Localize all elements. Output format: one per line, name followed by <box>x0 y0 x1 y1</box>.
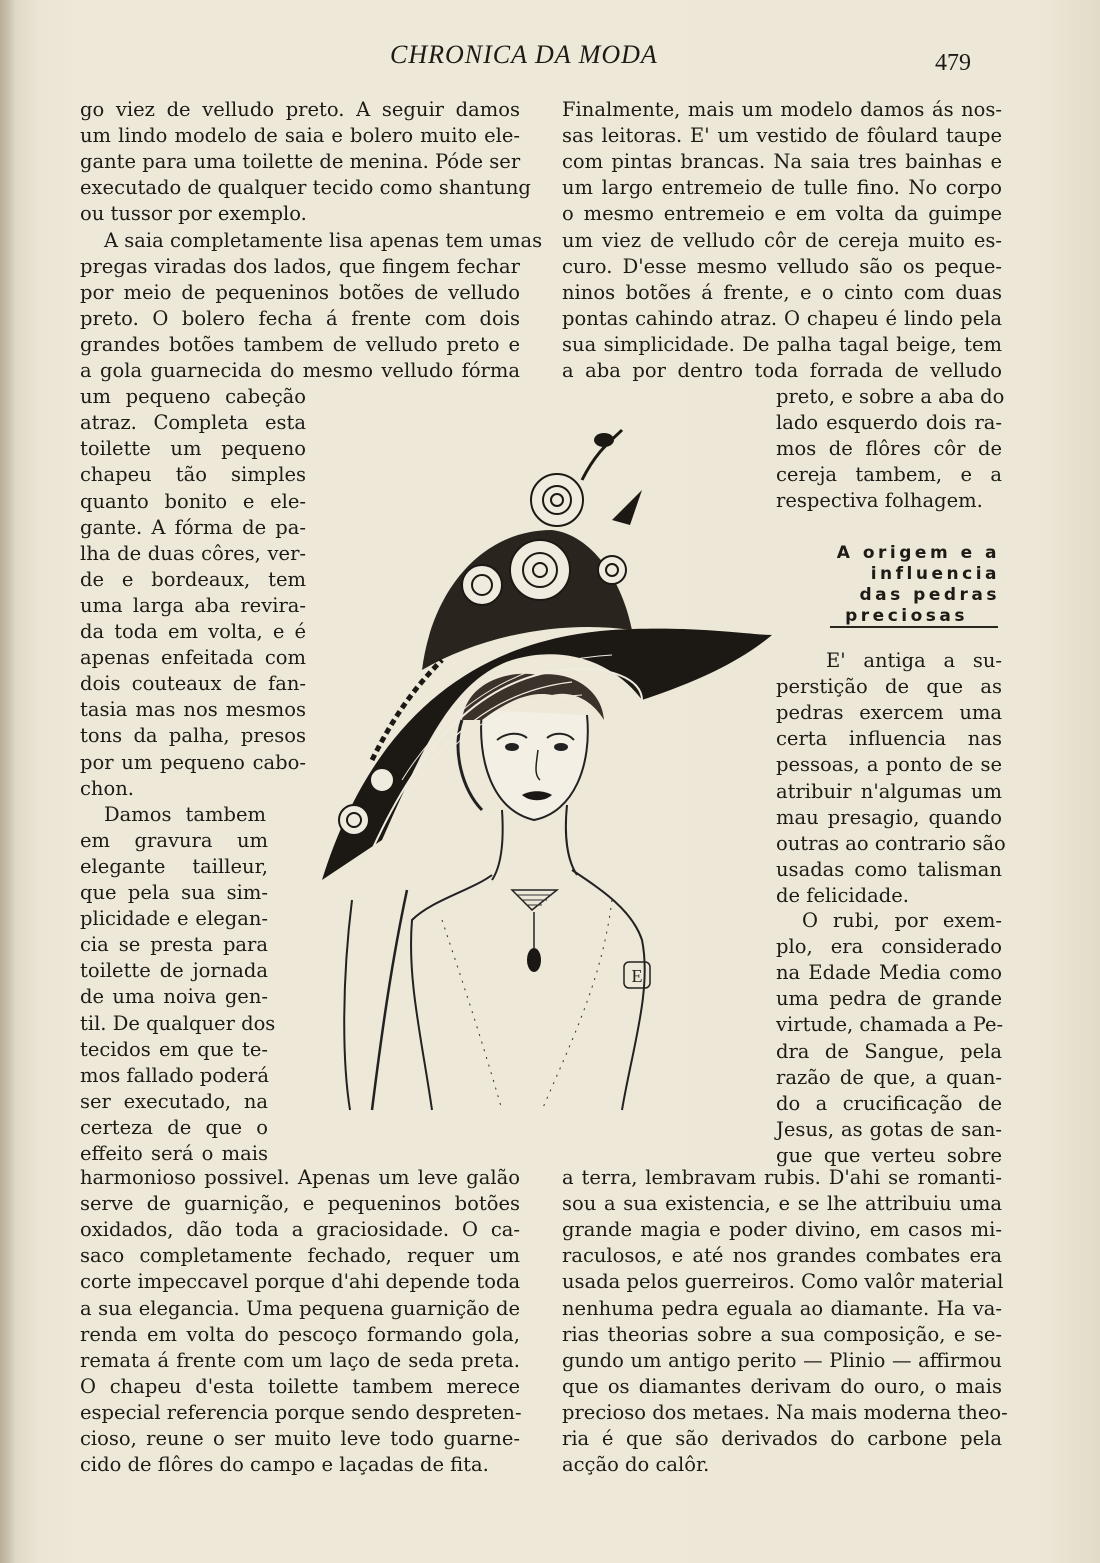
left-column-line: quanto bonito e ele- <box>80 489 306 513</box>
right-column-line: pessoas, a ponto de se <box>776 753 1002 777</box>
left-column-line: de uma noiva gen- <box>80 985 268 1009</box>
right-column-line: um largo entremeio de tulle fino. No corpo <box>562 176 1002 200</box>
right-column-line: lado esquerdo dois ra- <box>776 411 1002 435</box>
section-heading-line-2: influencia <box>870 564 1000 584</box>
left-column-line: lha de duas côres, ver- <box>80 541 306 565</box>
section-heading-line-3: das pedras <box>859 585 1000 605</box>
right-column-line: perstição de que as <box>776 675 1002 699</box>
left-column-line: til. De qualquer dos <box>80 1011 276 1035</box>
right-column-line: acção do calôr. <box>562 1453 710 1477</box>
right-column-line: o mesmo entremeio e em volta da guimpe <box>562 202 1002 226</box>
right-column-line: Jesus, as gotas de san- <box>776 1117 1002 1141</box>
left-column-line: effeito será o mais <box>80 1142 268 1165</box>
left-column-line: toilette um pequeno <box>80 437 306 461</box>
section-heading-rule <box>830 626 998 628</box>
right-column-line: O rubi, por exem- <box>802 909 1002 932</box>
page-number: 479 <box>935 50 971 76</box>
left-column-line: preto. O bolero fecha á frente com dois <box>80 306 520 330</box>
right-column-line: atribuir n'algumas um <box>776 779 1002 803</box>
left-column-line: por um pequeno cabo- <box>80 750 306 774</box>
left-column-line: ser executado, na <box>80 1089 268 1113</box>
left-column-line: que pela sua sim- <box>80 881 268 904</box>
right-column-line: sua simplicidade. De palha tagal beige, tem <box>562 332 1002 356</box>
left-column-line: cia se presta para <box>80 933 268 957</box>
woman-in-flowered-hat-illustration <box>312 420 782 1120</box>
left-column-line: corte impeccavel porque d'ahi depende toda <box>80 1270 521 1294</box>
right-column-line: mau presagio, quando <box>776 805 1002 829</box>
left-column-line: executado de qualquer tecido como shantung <box>80 176 531 200</box>
right-column-line: E' antiga a su- <box>826 649 1002 672</box>
right-column-line: nenhuma pedra eguala ao diamante. Ha va- <box>562 1296 1002 1320</box>
left-column-line: saco completamente fechado, requer um <box>80 1244 520 1268</box>
right-column-line: cereja tambem, e a <box>776 463 1002 487</box>
right-column-line: pedras exercem uma <box>776 701 1002 725</box>
left-column-line: oxidados, dão toda a graciosidade. O ca- <box>80 1218 520 1242</box>
left-column-line: especial referencia porque sendo despreten- <box>80 1400 522 1424</box>
left-column-line: pregas viradas dos lados, que fingem fechar <box>80 254 520 278</box>
left-column-line: atraz. Completa esta <box>80 411 306 435</box>
left-column-line: Damos tambem <box>104 802 266 826</box>
right-column-line: na Edade Media como <box>776 961 1002 985</box>
right-column-line: sas leitoras. E' um vestido de fôulard taupe <box>562 124 1002 148</box>
right-column-line: dra de Sangue, pela <box>776 1039 1002 1063</box>
left-column-line: apenas enfeitada com <box>80 646 306 670</box>
illustrator-monogram: E <box>631 966 643 986</box>
right-column-line: a terra, lembravam rubis. D'ahi se romanti- <box>562 1166 1002 1189</box>
left-column-line: A saia completamente lisa apenas tem umas <box>104 228 543 252</box>
left-column-line: mos fallado poderá <box>80 1063 269 1087</box>
left-column-line: harmonioso possivel. Apenas um leve galão <box>80 1166 520 1189</box>
right-column-line: usadas como talisman <box>776 857 1002 881</box>
right-column-line: ninos botões á frente, e o cinto com duas <box>562 280 1002 304</box>
right-column-line: curo. D'esse mesmo velludo são os peque- <box>562 254 1002 278</box>
left-column-line: uma larga aba revira- <box>80 593 306 617</box>
left-column-line: toilette de jornada <box>80 959 268 983</box>
page-gutter-shadow <box>0 0 16 1563</box>
left-column-line: plicidade e elegan- <box>80 907 268 931</box>
right-column-line: certa influencia nas <box>776 727 1002 751</box>
right-column-line: gue que verteu sobre <box>776 1143 1002 1167</box>
left-column-line: a sua elegancia. Uma pequena guarnição de <box>80 1296 520 1320</box>
left-column-line: renda em volta do pescoço formando gola, <box>80 1322 520 1346</box>
left-column-line: chon. <box>80 776 134 800</box>
right-column-line: gundo um antigo perito — Plinio — affirmou <box>562 1348 1002 1372</box>
left-column-line: dois couteaux de fan- <box>80 672 306 696</box>
left-column-line: go viez de velludo preto. A seguir damos <box>80 98 520 121</box>
left-column-line: gante para uma toilette de menina. Póde ser <box>80 150 521 174</box>
left-column-line: ou tussor por exemplo. <box>80 202 307 226</box>
right-column-line: sou a sua existencia, e se lhe attribuiu uma <box>562 1192 1002 1216</box>
right-column-line: um viez de velludo côr de cereja muito es- <box>562 228 1002 252</box>
right-column-line: a aba por dentro toda forrada de velludo <box>562 359 1002 382</box>
right-column-line: respectiva folhagem. <box>776 489 983 513</box>
left-column-line: em gravura um <box>80 828 268 852</box>
right-column-line: raculosos, e até nos grandes combates era <box>562 1244 1002 1268</box>
right-column-line: outras ao contrario são <box>776 831 1006 855</box>
right-column-line: uma pedra de grande <box>776 987 1002 1011</box>
section-heading-line-4: preciosas <box>845 606 968 626</box>
left-column-line: um lindo modelo de saia e bolero muito ele- <box>80 124 520 148</box>
right-column-line: preto, e sobre a aba do <box>776 385 1005 408</box>
right-column-line: virtude, chamada a Pe- <box>776 1013 1004 1037</box>
right-column-line: razão de que, a quan- <box>776 1065 1002 1089</box>
right-column-line: mos de flôres côr de <box>776 437 1002 461</box>
left-column-line: certeza de que o <box>80 1115 268 1139</box>
left-column-line: chapeu tão simples <box>80 463 306 487</box>
left-column-line: cido de flôres do campo e laçadas de fita. <box>80 1453 489 1477</box>
left-column-line: por meio de pequeninos botões de velludo <box>80 280 520 304</box>
left-column-line: elegante tailleur, <box>80 854 268 878</box>
right-column-line: Finalmente, mais um modelo damos ás nos- <box>562 98 1002 121</box>
left-column-line: a gola guarnecida do mesmo velludo fórma <box>80 359 520 382</box>
left-column-line: serve de guarnição, e pequeninos botões <box>80 1192 520 1216</box>
left-column-line: da toda em volta, e é <box>80 620 306 643</box>
right-column-line: do a crucificação de <box>776 1091 1002 1115</box>
right-column-line: precioso dos metaes. Na mais moderna theo- <box>562 1400 1008 1424</box>
running-header-title: CHRONICA DA MODA <box>390 40 658 69</box>
left-column-line: de e bordeaux, tem <box>80 567 306 591</box>
right-column-line: usada pelos guerreiros. Como valôr material <box>562 1270 1004 1294</box>
right-column-line: grande magia e poder divino, em casos mi- <box>562 1218 1002 1242</box>
left-column-line: gante. A fórma de pa- <box>80 515 306 539</box>
right-column-line: plo, era considerado <box>776 935 1002 959</box>
right-column-line: que os diamantes derivam do ouro, o mais <box>562 1374 1002 1398</box>
left-column-line: O chapeu d'esta toilette tambem merece <box>80 1374 520 1398</box>
left-column-line: cioso, reune o ser muito leve todo guarne- <box>80 1427 520 1450</box>
left-column-line: tasia mas nos mesmos <box>80 698 306 722</box>
left-column-line: remata á frente com um laço de seda preta. <box>80 1348 520 1372</box>
right-column-line: com pintas brancas. Na saia tres bainhas e <box>562 150 1002 174</box>
right-column-line: pontas cahindo atraz. O chapeu é lindo pela <box>562 306 1002 330</box>
section-heading-line-1: A origem e a <box>836 543 1000 563</box>
left-column-line: grandes botões tambem de velludo preto e <box>80 332 520 356</box>
right-column-line: de felicidade. <box>776 883 909 907</box>
left-column-line: um pequeno cabeção <box>80 385 306 409</box>
left-column-line: tecidos em que te- <box>80 1037 268 1061</box>
right-column-line: ria é que são derivados do carbone pela <box>562 1427 1002 1450</box>
right-column-line: rias theorias sobre a sua composição, e se- <box>562 1322 1002 1346</box>
left-column-line: tons da palha, presos <box>80 724 306 748</box>
